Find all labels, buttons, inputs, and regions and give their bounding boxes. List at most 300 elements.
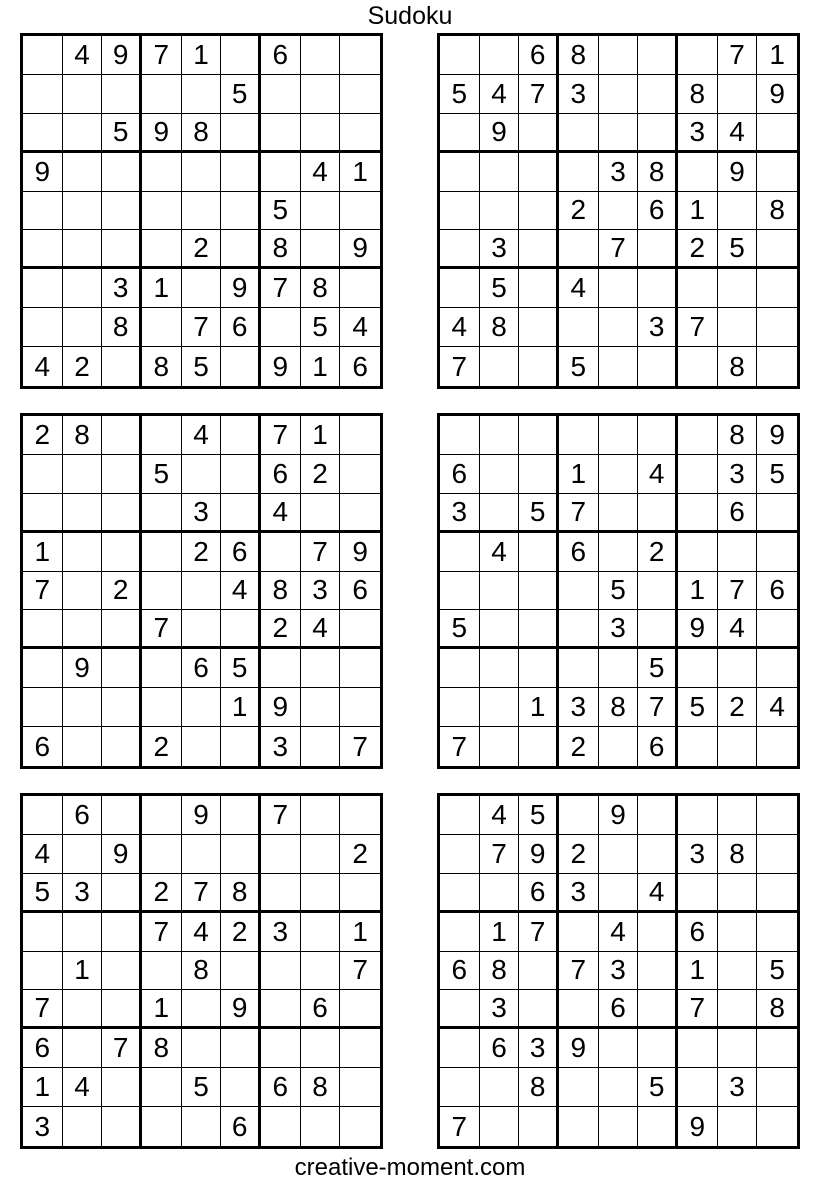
sudoku-cell-empty [519,153,559,192]
sudoku-cell-empty [63,835,103,874]
sudoku-cell-given: 4 [559,269,599,308]
sudoku-cell-given: 9 [142,114,182,153]
sudoku-cell-given: 1 [142,990,182,1029]
sudoku-cell-given: 6 [261,455,301,494]
sudoku-cell-empty [599,874,639,913]
sudoku-cell-empty [340,114,380,153]
sudoku-cell-given: 3 [261,913,301,952]
sudoku-cell-empty [480,1107,520,1146]
sudoku-cell-empty [519,230,559,269]
sudoku-cell-empty [63,75,103,114]
sudoku-cell-empty [440,192,480,231]
sudoku-cell-given: 7 [559,494,599,533]
sudoku-cell-empty [23,269,63,308]
sudoku-cell-empty [480,874,520,913]
sudoku-cell-empty [718,952,758,991]
sudoku-cell-empty [440,114,480,153]
sudoku-cell-given: 9 [182,796,222,835]
sudoku-cell-given: 4 [340,308,380,347]
sudoku-cell-empty [599,1107,639,1146]
sudoku-cell-given: 1 [559,455,599,494]
sudoku-cell-empty [23,688,63,727]
sudoku-cell-empty [63,572,103,611]
sudoku-cell-empty [757,114,797,153]
sudoku-cell-empty [301,952,341,991]
sudoku-cell-given: 5 [142,455,182,494]
sudoku-cell-given: 7 [102,1029,142,1068]
sudoku-cell-given: 6 [440,952,480,991]
sudoku-cell-empty [340,75,380,114]
sudoku-cell-empty [301,1107,341,1146]
sudoku-cell-empty [638,913,678,952]
sudoku-cell-empty [519,455,559,494]
sudoku-cell-given: 1 [23,1068,63,1107]
sudoku-cell-empty [519,952,559,991]
sudoku-cell-empty [757,874,797,913]
sudoku-cell-empty [718,1029,758,1068]
sudoku-cell-empty [559,649,599,688]
sudoku-cell-given: 1 [182,36,222,75]
sudoku-cell-given: 9 [757,75,797,114]
sudoku-cell-given: 6 [340,572,380,611]
sudoku-cell-given: 4 [599,913,639,952]
sudoku-cell-given: 5 [519,796,559,835]
sudoku-cell-given: 6 [559,533,599,572]
sudoku-cell-empty [638,416,678,455]
sudoku-cell-given: 1 [142,269,182,308]
sudoku-cell-empty [142,153,182,192]
sudoku-cell-empty [301,1029,341,1068]
sudoku-cell-given: 3 [599,952,639,991]
sudoku-cell-empty [142,835,182,874]
sudoku-cell-empty [102,610,142,649]
sudoku-cell-given: 5 [440,75,480,114]
sudoku-cell-empty [757,230,797,269]
sudoku-cell-empty [102,952,142,991]
sudoku-cell-empty [678,649,718,688]
sudoku-cell-given: 4 [182,416,222,455]
sudoku-cell-given: 8 [221,874,261,913]
sudoku-grid-top-left [20,33,383,389]
sudoku-cell-empty [559,114,599,153]
sudoku-cell-given: 1 [678,192,718,231]
sudoku-cell-empty [559,1107,599,1146]
sudoku-cell-given: 4 [480,796,520,835]
sudoku-cell-empty [559,153,599,192]
sudoku-cell-empty [261,308,301,347]
sudoku-cell-given: 8 [301,269,341,308]
sudoku-cell-given: 9 [102,835,142,874]
sudoku-cell-empty [301,75,341,114]
sudoku-cell-empty [480,727,520,766]
sudoku-cell-empty [519,347,559,386]
sudoku-cell-given: 6 [440,455,480,494]
sudoku-cell-empty [440,796,480,835]
sudoku-cell-given: 8 [559,36,599,75]
sudoku-cell-empty [678,153,718,192]
sudoku-cell-empty [678,455,718,494]
sudoku-cell-empty [182,572,222,611]
sudoku-cell-empty [182,153,222,192]
sudoku-cell-empty [63,610,103,649]
sudoku-cell-given: 3 [678,835,718,874]
sudoku-cell-empty [718,727,758,766]
sudoku-cell-empty [23,952,63,991]
sudoku-cell-empty [142,572,182,611]
sudoku-cell-empty [142,308,182,347]
sudoku-cell-empty [63,192,103,231]
sudoku-cell-given: 6 [301,990,341,1029]
sudoku-cell-given: 7 [440,727,480,766]
sudoku-cell-empty [480,416,520,455]
sudoku-cell-given: 6 [480,1029,520,1068]
sudoku-cell-empty [757,347,797,386]
sudoku-cell-empty [599,36,639,75]
sudoku-cell-given: 5 [480,269,520,308]
sudoku-cell-given: 5 [638,649,678,688]
sudoku-cell-given: 8 [519,1068,559,1107]
sudoku-cell-empty [480,192,520,231]
sudoku-cell-given: 7 [142,36,182,75]
sudoku-cell-empty [340,649,380,688]
sudoku-cell-empty [261,153,301,192]
sudoku-cell-given: 2 [678,230,718,269]
sudoku-cell-empty [340,1107,380,1146]
sudoku-cell-empty [182,1029,222,1068]
sudoku-cell-empty [182,269,222,308]
sudoku-cell-given: 5 [757,455,797,494]
sudoku-cell-given: 8 [718,416,758,455]
sudoku-cell-given: 7 [352,730,368,762]
sudoku-cell-given: 7 [23,572,63,611]
sudoku-cell-given: 9 [757,416,797,455]
sudoku-cell-empty [440,688,480,727]
sudoku-cell-given: 7 [638,688,678,727]
sudoku-cell-empty [678,727,718,766]
sudoku-cell-empty [678,494,718,533]
sudoku-cell-given: 9 [261,347,301,386]
sudoku-cell-given: 4 [261,494,301,533]
sudoku-cell-empty [480,347,520,386]
sudoku-cell-empty [261,952,301,991]
sudoku-cell-empty [440,1068,480,1107]
sudoku-cell-given: 2 [261,610,301,649]
sudoku-cell-empty [102,649,142,688]
sudoku-cell-empty [142,533,182,572]
sudoku-cell-empty [718,874,758,913]
sudoku-cell-empty [718,533,758,572]
sudoku-cell-empty [559,610,599,649]
sudoku-cell-given: 2 [182,230,222,269]
sudoku-cell-given: 7 [678,990,718,1029]
sudoku-cell-empty [519,416,559,455]
sudoku-cell-empty [718,269,758,308]
sudoku-cell-empty [559,990,599,1029]
sudoku-cell-given: 7 [182,308,222,347]
sudoku-cell-empty [599,75,639,114]
sudoku-cell-empty [23,796,63,835]
sudoku-cell-empty [638,990,678,1029]
sudoku-cell-empty [301,494,341,533]
sudoku-cell-empty [142,230,182,269]
sudoku-cell-given: 6 [221,533,261,572]
sudoku-cell-empty [599,1029,639,1068]
sudoku-cell-empty [142,649,182,688]
sudoku-cell-given: 4 [440,308,480,347]
sudoku-cell-empty [678,1068,718,1107]
sudoku-cell-given: 6 [182,649,222,688]
sudoku-cell-empty [261,835,301,874]
sudoku-cell-empty [718,913,758,952]
sudoku-cell-empty [142,1068,182,1107]
sudoku-cell-empty [102,347,142,386]
sudoku-cell-empty [221,610,261,649]
sudoku-cell-empty [757,533,797,572]
sudoku-cell-given: 7 [182,874,222,913]
sudoku-cell-empty [340,990,380,1029]
sudoku-cell-empty [221,727,261,766]
sudoku-grid-bottom-right [437,793,800,1149]
sudoku-cell-given: 3 [63,874,103,913]
sudoku-cell-empty [678,347,718,386]
sudoku-cell-given: 7 [261,416,301,455]
sudoku-cell-empty [102,153,142,192]
sudoku-cell-given: 8 [261,572,301,611]
sudoku-cell-empty [480,153,520,192]
sudoku-cell-empty [23,913,63,952]
sudoku-cell-empty [757,610,797,649]
sudoku-cell-empty [519,269,559,308]
sudoku-cell-empty [63,230,103,269]
sudoku-cell-empty [599,416,639,455]
sudoku-cell-empty [63,455,103,494]
sudoku-cell-given: 4 [23,835,63,874]
sudoku-cell-given: 1 [340,153,380,192]
sudoku-cell-empty [519,649,559,688]
sudoku-cell-empty [340,36,380,75]
sudoku-cell-given: 2 [102,572,142,611]
sudoku-cell-given: 1 [301,347,341,386]
sudoku-cell-given: 3 [638,308,678,347]
sudoku-cell-given: 5 [440,610,480,649]
sudoku-cell-empty [440,874,480,913]
sudoku-cell-empty [718,1107,758,1146]
sudoku-cell-empty [599,269,639,308]
sudoku-cell-given: 3 [301,572,341,611]
sudoku-cell-given: 9 [221,990,261,1029]
sudoku-cell-empty [23,230,63,269]
sudoku-cell-empty [63,1029,103,1068]
sudoku-cell-empty [757,1029,797,1068]
sudoku-cell-given: 5 [757,952,797,991]
sudoku-cell-empty [757,913,797,952]
sudoku-cell-given: 6 [221,1107,261,1146]
sudoku-grid-middle-left [20,413,383,769]
sudoku-cell-given: 9 [23,153,63,192]
sudoku-cell-given: 6 [352,350,368,382]
sudoku-cell-given: 2 [142,727,182,766]
sudoku-cell-given: 3 [23,1107,63,1146]
sudoku-cell-given: 9 [340,230,380,269]
sudoku-cell-empty [440,990,480,1029]
sudoku-cell-empty [142,494,182,533]
sudoku-cell-empty [480,572,520,611]
sudoku-cell-given: 9 [599,796,639,835]
sudoku-cell-empty [678,874,718,913]
sudoku-cell-empty [102,75,142,114]
sudoku-cell-empty [301,192,341,231]
sudoku-cell-empty [102,494,142,533]
sudoku-cell-empty [221,455,261,494]
sudoku-cell-empty [102,874,142,913]
sudoku-cell-given: 6 [678,913,718,952]
sudoku-cell-empty [23,455,63,494]
sudoku-cell-empty [301,649,341,688]
sudoku-cell-given: 4 [63,36,103,75]
sudoku-cell-given: 6 [221,308,261,347]
sudoku-cell-given: 8 [718,835,758,874]
sudoku-cell-given: 1 [23,533,63,572]
sudoku-cell-given: 2 [63,347,103,386]
sudoku-cell-empty [638,494,678,533]
sudoku-cell-empty [599,347,639,386]
sudoku-cell-empty [23,649,63,688]
sudoku-cell-given: 3 [599,153,639,192]
sudoku-cell-given: 7 [519,75,559,114]
sudoku-cell-empty [301,913,341,952]
sudoku-cell-empty [340,874,380,913]
sudoku-cell-given: 4 [480,75,520,114]
sudoku-cell-empty [599,727,639,766]
sudoku-cell-empty [757,1107,797,1146]
sudoku-cell-empty [519,610,559,649]
sudoku-cell-given: 2 [718,688,758,727]
sudoku-cell-empty [440,416,480,455]
sudoku-cell-empty [340,269,380,308]
sudoku-cell-empty [638,36,678,75]
sudoku-cell-empty [301,874,341,913]
sudoku-cell-empty [718,308,758,347]
sudoku-cell-empty [599,308,639,347]
sudoku-cell-empty [63,533,103,572]
sudoku-cell-given: 5 [678,688,718,727]
sudoku-cell-given: 7 [599,230,639,269]
sudoku-cell-empty [480,649,520,688]
sudoku-cell-empty [638,835,678,874]
sudoku-cell-given: 1 [480,913,520,952]
sudoku-cell-empty [102,990,142,1029]
sudoku-cell-empty [638,796,678,835]
sudoku-cell-given: 1 [678,952,718,991]
sudoku-cell-empty [102,796,142,835]
sudoku-cell-given: 8 [142,1029,182,1068]
sudoku-cell-empty [142,796,182,835]
sudoku-cell-empty [440,230,480,269]
sudoku-cell-empty [638,610,678,649]
sudoku-cell-given: 4 [221,572,261,611]
sudoku-cell-given: 2 [559,835,599,874]
sudoku-cell-empty [638,114,678,153]
sudoku-cell-empty [261,1107,301,1146]
sudoku-cell-given: 5 [221,649,261,688]
sudoku-cell-empty [599,835,639,874]
sudoku-cell-empty [23,494,63,533]
sudoku-cell-given: 4 [718,114,758,153]
sudoku-cell-given: 2 [638,533,678,572]
sudoku-cell-given: 3 [718,1068,758,1107]
sudoku-cell-empty [757,649,797,688]
sudoku-cell-given: 3 [261,727,301,766]
sudoku-cell-given: 4 [480,533,520,572]
sudoku-cell-empty [261,1029,301,1068]
sudoku-cell-empty [757,796,797,835]
sudoku-cell-empty [340,494,380,533]
sudoku-cell-empty [221,952,261,991]
sudoku-cell-given: 2 [340,835,380,874]
sudoku-cell-empty [519,572,559,611]
sudoku-cell-given: 1 [221,688,261,727]
sudoku-cell-empty [440,533,480,572]
sudoku-cell-empty [757,269,797,308]
sudoku-cell-given: 1 [519,688,559,727]
sudoku-cell-empty [599,192,639,231]
sudoku-cell-given: 8 [142,347,182,386]
sudoku-cell-given: 5 [182,1068,222,1107]
sudoku-cell-given: 8 [599,688,639,727]
sudoku-cell-given: 3 [440,494,480,533]
sudoku-cell-empty [718,990,758,1029]
sudoku-cell-empty [599,1068,639,1107]
sudoku-cell-empty [142,192,182,231]
sudoku-cell-given: 7 [718,572,758,611]
sudoku-cell-empty [519,533,559,572]
sudoku-cell-empty [757,835,797,874]
sudoku-cell-given: 5 [599,572,639,611]
sudoku-cell-empty [757,727,797,766]
sudoku-cell-given: 8 [182,952,222,991]
sudoku-cell-given: 5 [182,347,222,386]
sudoku-cell-given: 3 [599,610,639,649]
sudoku-cell-empty [559,308,599,347]
sudoku-cell-given: 8 [718,347,758,386]
sudoku-cell-given: 9 [261,688,301,727]
sudoku-cell-given: 6 [261,36,301,75]
sudoku-cell-empty [519,727,559,766]
sudoku-cell-empty [480,610,520,649]
sudoku-cell-given: 4 [23,347,63,386]
sudoku-cell-given: 3 [480,990,520,1029]
sudoku-cell-empty [559,416,599,455]
sudoku-cell-empty [480,494,520,533]
sudoku-cell-empty [63,913,103,952]
sudoku-cell-empty [221,835,261,874]
sudoku-cell-empty [718,192,758,231]
sudoku-cell-given: 6 [638,727,678,766]
sudoku-cell-empty [63,269,103,308]
sudoku-cell-empty [599,455,639,494]
sudoku-cell-empty [559,230,599,269]
sudoku-cell-given: 6 [519,874,559,913]
sudoku-cell-given: 3 [559,688,599,727]
sudoku-cell-given: 7 [340,952,380,991]
sudoku-cell-empty [261,649,301,688]
sudoku-cell-empty [182,192,222,231]
sudoku-cell-given: 8 [480,952,520,991]
sudoku-cell-given: 3 [559,75,599,114]
sudoku-cell-empty [757,494,797,533]
sudoku-cell-empty [638,952,678,991]
sudoku-grid-middle-right [437,413,800,769]
